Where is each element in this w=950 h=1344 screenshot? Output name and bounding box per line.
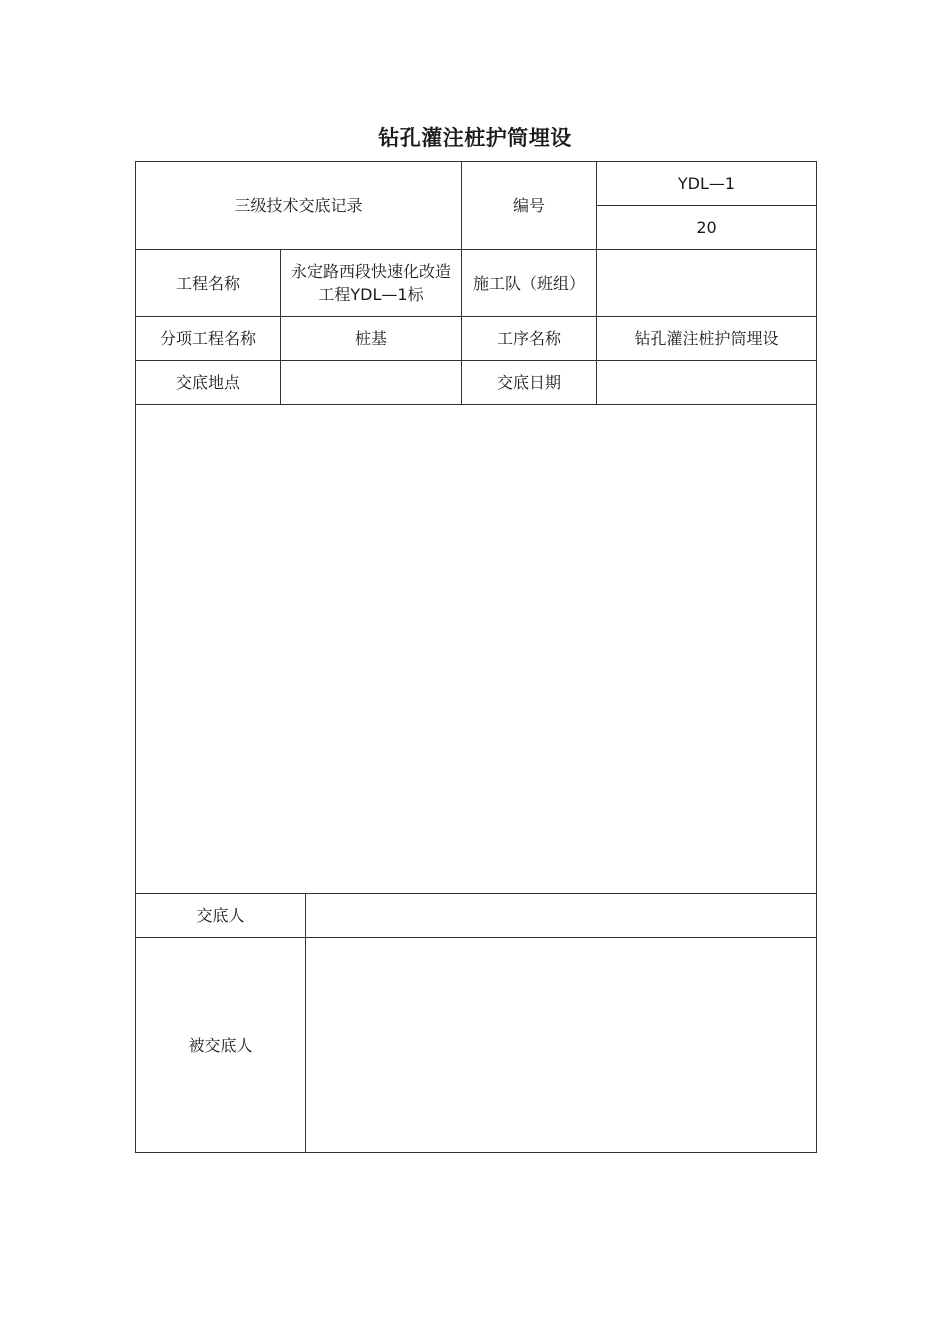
page-title: 钻孔灌注桩护筒埋设: [378, 126, 572, 150]
team-value[interactable]: [597, 250, 817, 317]
disclosure-content-area[interactable]: [136, 405, 817, 894]
receiver-label: 被交底人: [136, 938, 306, 1153]
location-label: 交底地点: [136, 361, 281, 405]
subitem-label: 分项工程名称: [136, 317, 281, 361]
team-label: 施工队（班组）: [462, 250, 597, 317]
subitem-value: 桩基: [281, 317, 462, 361]
number-label: 编号: [462, 162, 597, 250]
date-value[interactable]: [597, 361, 817, 405]
disclosure-form-table: [135, 161, 817, 1153]
discloser-value[interactable]: [306, 894, 817, 938]
receiver-value[interactable]: [306, 938, 817, 1153]
date-label: 交底日期: [462, 361, 597, 405]
record-type-label: 三级技术交底记录: [136, 162, 462, 250]
location-value[interactable]: [281, 361, 462, 405]
process-value: 钻孔灌注桩护筒埋设: [597, 317, 817, 361]
process-label: 工序名称: [462, 317, 597, 361]
project-name-label: 工程名称: [136, 250, 281, 317]
project-name-value: 永定路西段快速化改造工程YDL—1标: [281, 250, 462, 317]
number-value-2: 20: [597, 206, 817, 250]
number-value-1: YDL—1: [597, 162, 817, 206]
discloser-label: 交底人: [136, 894, 306, 938]
